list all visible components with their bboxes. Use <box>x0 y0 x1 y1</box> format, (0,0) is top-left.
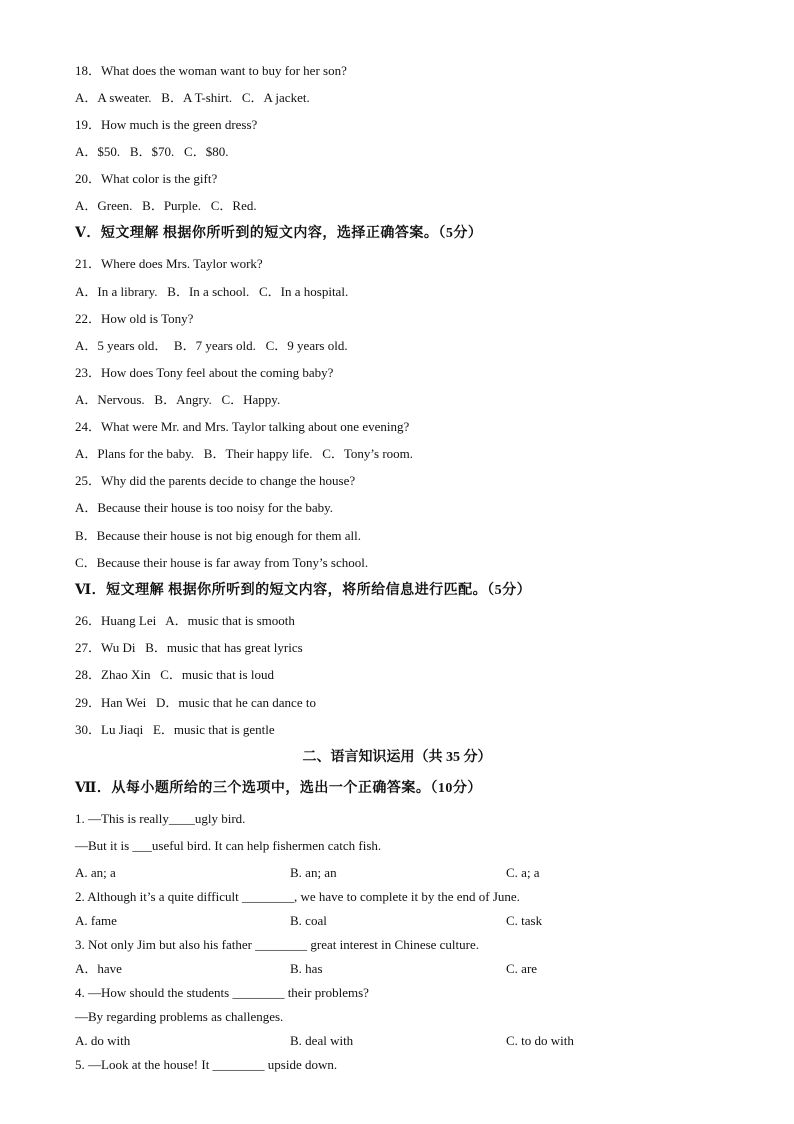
grammar-question-3: 3. Not only Jim but also his father ________ great interest in Chinese culture. <box>75 937 480 952</box>
grammar-question-2: 2. Although it’s a quite difficult ________, we have to complete it by the end of June. <box>75 889 520 904</box>
question-22: 22．How old is Tony? <box>75 311 194 326</box>
section-6-title: Ⅵ．短文理解 根据你所听到的短文内容，将所给信息进行匹配。（5分） <box>75 583 532 598</box>
question-23: 23．How does Tony feel about the coming baby? <box>75 365 334 380</box>
question-20-options: A．Green. B．Purple. C．Red. <box>75 198 257 213</box>
question-25-option-a: A．Because their house is too noisy for the baby. <box>75 500 334 515</box>
match-item: 27．Wu Di B．music that has great lyrics <box>75 640 303 655</box>
question-25: 25．Why did the parents decide to change the house? <box>75 473 356 488</box>
question-25-option-c: C．Because their house is far away from Tony’s school. <box>75 555 369 570</box>
question-18-options: A．A sweater. B．A T-shirt. C．A jacket. <box>75 90 310 105</box>
grammar-question-4-option-a: A. do with <box>75 1033 131 1048</box>
grammar-question-4-line-1: 4. —How should the students ________ their problems? <box>75 985 369 1000</box>
grammar-question-1-line-2: —But it is ___useful bird. It can help fishermen catch fish. <box>75 838 382 853</box>
match-item: 30．Lu Jiaqi E．music that is gentle <box>75 722 275 737</box>
match-item: 26．Huang Lei A．music that is smooth <box>75 613 295 628</box>
question-23-options: A．Nervous. B．Angry. C．Happy. <box>75 392 281 407</box>
grammar-question-3-option-a: A．have <box>75 961 122 976</box>
match-item: 28．Zhao Xin C．music that is loud <box>75 667 274 682</box>
grammar-question-4-option-c: C. to do with <box>506 1033 574 1048</box>
grammar-question-2-option-a: A. fame <box>75 913 117 928</box>
section-7-title: Ⅶ．从每小题所给的三个选项中，选出一个正确答案。（10分） <box>75 781 482 796</box>
grammar-question-3-option-b: B. has <box>290 961 323 976</box>
grammar-question-2-option-c: C. task <box>506 913 543 928</box>
match-item: 29．Han Wei D．music that he can dance to <box>75 695 316 710</box>
question-21: 21．Where does Mrs. Taylor work? <box>75 256 263 271</box>
grammar-question-5: 5. —Look at the house! It ________ upside down. <box>75 1057 338 1072</box>
grammar-question-1-option-b: B. an; an <box>290 865 337 880</box>
question-21-options: A．In a library. B．In a school. C．In a hospital. <box>75 284 349 299</box>
grammar-question-1-option-a: A. an; a <box>75 865 116 880</box>
section-5-title: Ⅴ．短文理解 根据你所听到的短文内容，选择正确答案。（5分） <box>75 226 483 241</box>
question-18: 18．What does the woman want to buy for her son? <box>75 63 347 78</box>
question-22-options: A．5 years old． B．7 years old. C．9 years old. <box>75 338 348 353</box>
grammar-question-3-option-c: C. are <box>506 961 538 976</box>
question-20: 20．What color is the gift? <box>75 171 218 186</box>
question-24: 24．What were Mr. and Mrs. Taylor talking about one evening? <box>75 419 410 434</box>
grammar-question-4-option-b: B. deal with <box>290 1033 354 1048</box>
part-2-title: 二、语言知识运用（共 35 分） <box>302 750 492 765</box>
question-19-options: A．$50. B．$70. C．$80. <box>75 144 229 159</box>
grammar-question-4-line-2: —By regarding problems as challenges. <box>75 1009 284 1024</box>
question-19: 19．How much is the green dress? <box>75 117 258 132</box>
question-25-option-b: B．Because their house is not big enough for them all. <box>75 528 361 543</box>
grammar-question-1-line-1: 1. —This is really____ugly bird. <box>75 811 246 826</box>
grammar-question-2-option-b: B. coal <box>290 913 327 928</box>
grammar-question-1-option-c: C. a; a <box>506 865 540 880</box>
question-24-options: A．Plans for the baby. B．Their happy life. C．Tony’s room. <box>75 446 414 461</box>
